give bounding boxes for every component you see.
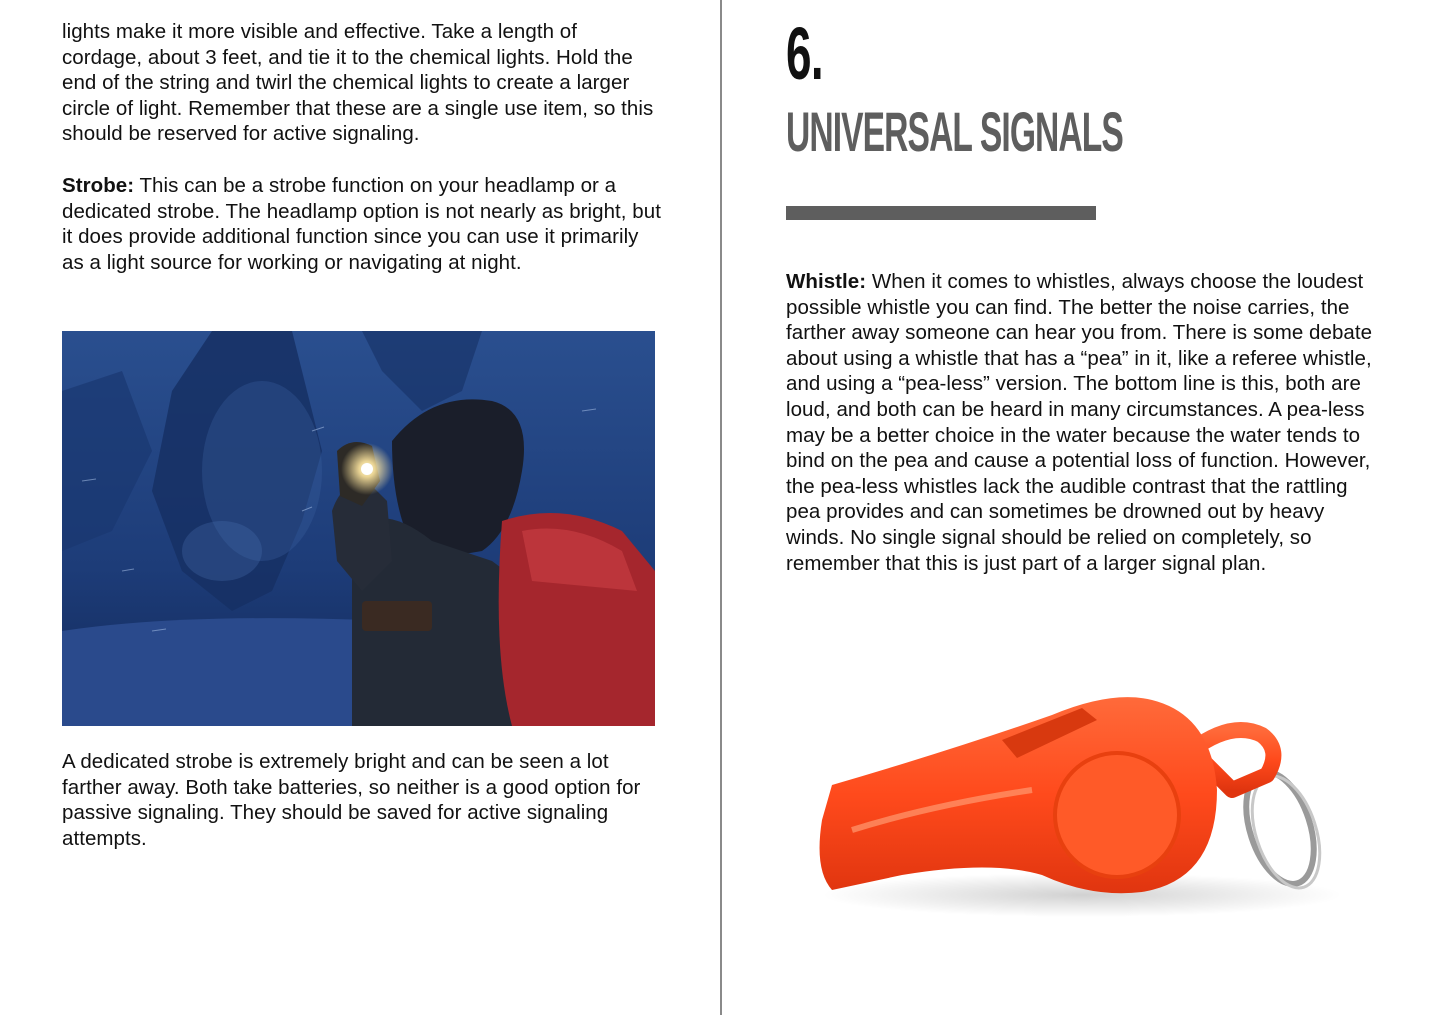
whistle-paragraph: [786, 269, 1386, 576]
left-page: [0, 0, 720, 1015]
whistle-term: Whistle:: [786, 270, 867, 293]
dedicated-strobe-paragraph: A dedicated strobe is extremely bright and can be seen a lot farther away. Both take batteries, so neither is a good option for passive signaling. They should be saved for active signaling attempts.: [62, 750, 641, 850]
strobe-text: This can be a strobe function on your headlamp or a dedicated strobe. The headlamp option is not nearly as bright, but it does provide additional function since you can use it primarily as a light source for working or navigating at night.: [62, 174, 661, 274]
strobe-paragraph: [62, 173, 662, 275]
whistle-text: When it comes to whistles, always choose the loudest possible whistle you can find. The better the noise carries, the farther away someone can hear you from. There is some debate about using a whistle that has a “pea” in it, like a referee whistle, and using a “pea-less” version. The bottom line is this, both are loud, and both can be heard in many circumstances. A pea-less may be a better choice in the water because the water tends to bind on the pea and cause a potential loss of function. However, the pea-less whistles lack the audible contrast that the rattling pea provides and can sometimes be drowned out by heavy winds. No single signal should be relied on completely, so remember that this is just part of a larger signal plan.: [786, 270, 1373, 575]
intro-paragraph: lights make it more visible and effective. Take a length of cordage, about 3 feet, and tie it to the chemical lights. Hold the end of the string and twirl the chemical lights to create a larger circle of light. Remember that these are a single use item, so this should be reserved for active signaling.: [62, 20, 654, 146]
chapter-number: 6.: [786, 12, 824, 95]
heading-rule: [786, 206, 1096, 220]
right-page: [722, 0, 1445, 1015]
whistle-photo: [812, 680, 1382, 940]
headlamp-photo: [62, 331, 655, 726]
strobe-term: Strobe:: [62, 174, 135, 197]
chapter-title: UNIVERSAL SIGNALS: [786, 100, 1123, 163]
